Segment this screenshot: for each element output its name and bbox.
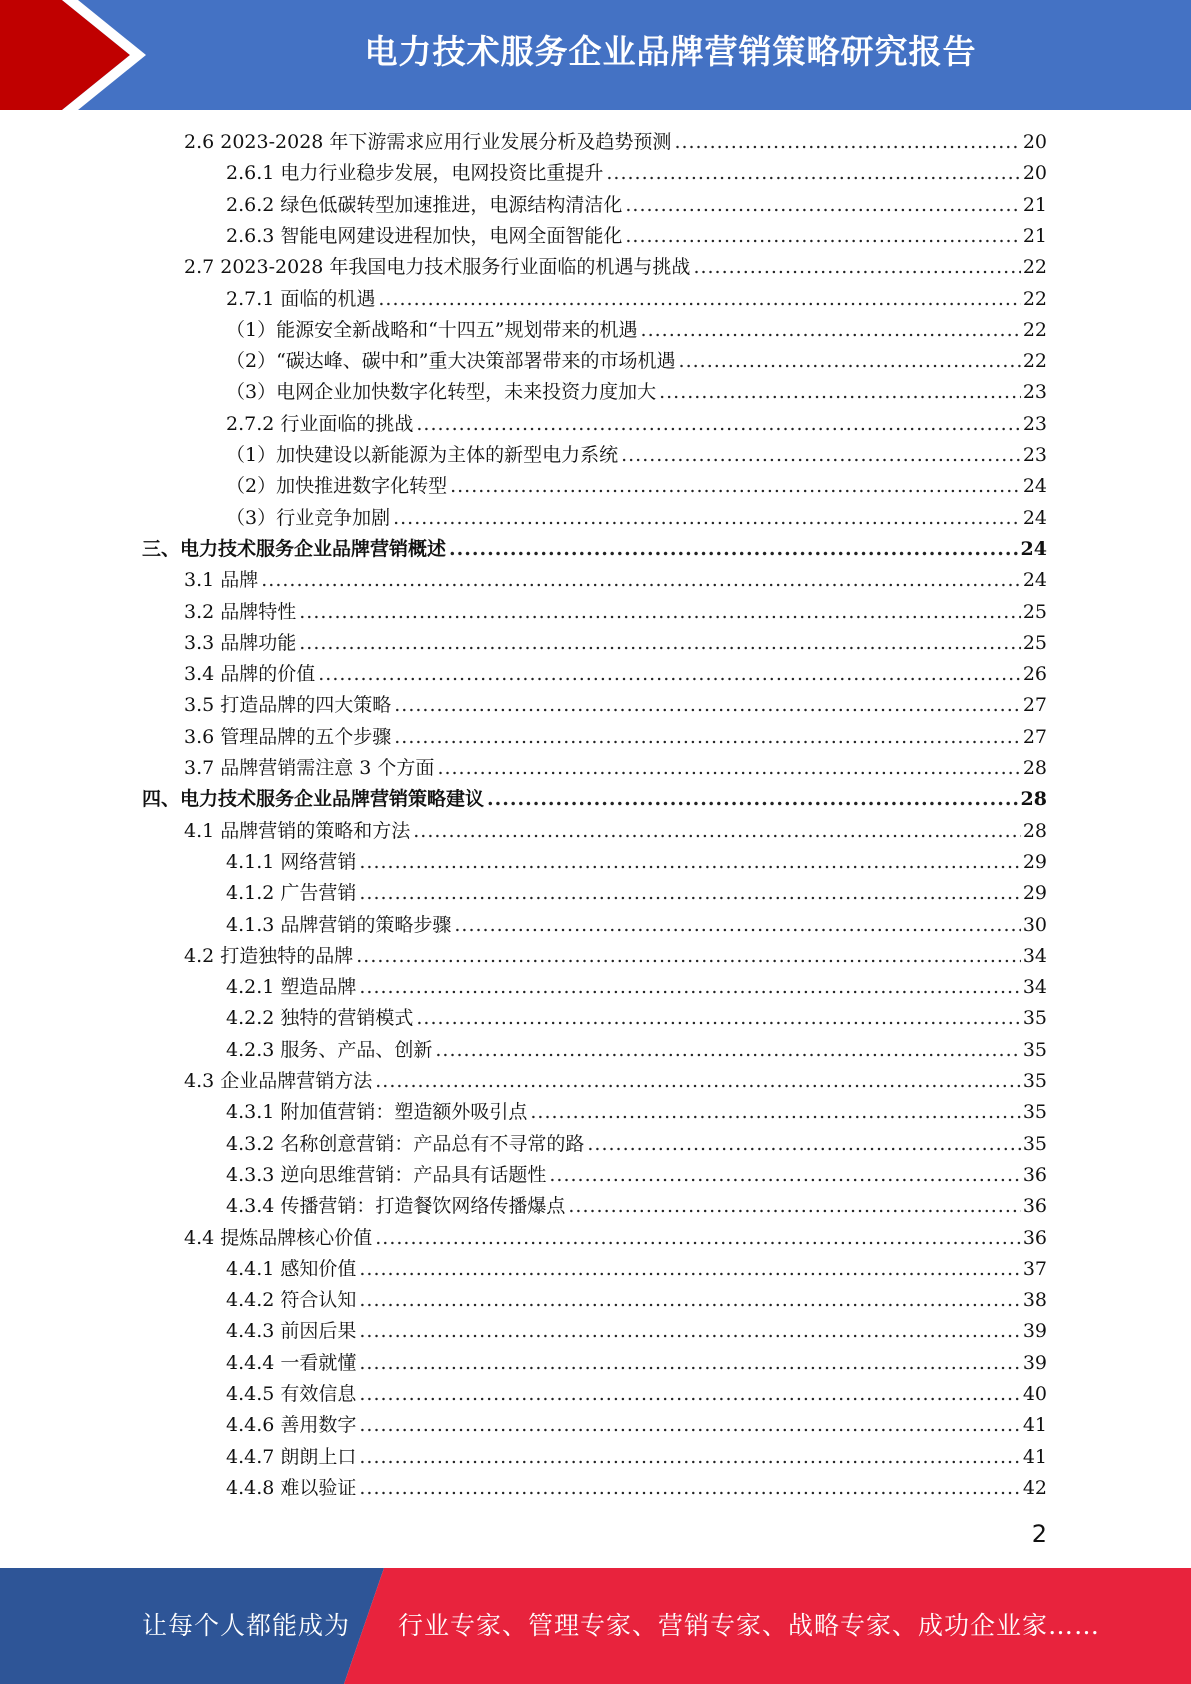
footer-slogan-right: 行业专家、管理专家、营销专家、战略专家、成功企业家…… <box>398 1611 1101 1640</box>
toc-dot-leader <box>261 565 1021 595</box>
toc-entry-title: （2）加快推进数字化转型 <box>226 475 448 497</box>
toc-entry[interactable] <box>142 534 1047 564</box>
toc-entry-title: 2.6.3 智能电网建设进程加快，电网全面智能化 <box>226 225 623 247</box>
toc-entry-page: 35 <box>1022 1101 1047 1123</box>
toc-entry-title: 2.6.2 绿色低碳转型加速推进，电源结构清洁化 <box>226 194 623 216</box>
toc-entry-page: 34 <box>1022 976 1047 998</box>
toc-dot-leader <box>359 847 1020 877</box>
toc-entry-title: 4.4 提炼品牌核心价值 <box>184 1227 373 1249</box>
toc-entry-title: 4.1.3 品牌营销的策略步骤 <box>226 914 452 936</box>
toc-entry-page: 38 <box>1022 1289 1047 1311</box>
toc-entry[interactable] <box>226 1035 1047 1065</box>
toc-entry-page: 36 <box>1022 1164 1047 1186</box>
toc-entry[interactable] <box>184 816 1047 846</box>
toc-dot-leader <box>359 1442 1020 1472</box>
toc-entry-page: 25 <box>1022 601 1047 623</box>
toc-entry[interactable] <box>226 1160 1047 1190</box>
page-footer <box>0 1568 1191 1684</box>
header-chevron-decoration <box>0 0 160 110</box>
toc-dot-leader <box>318 659 1021 689</box>
toc-entry-page: 20 <box>1022 162 1047 184</box>
toc-entry-page: 20 <box>1022 131 1047 153</box>
toc-entry-page: 35 <box>1022 1070 1047 1092</box>
toc-entry[interactable] <box>226 1003 1047 1033</box>
toc-entry-page: 39 <box>1022 1352 1047 1374</box>
toc-entry[interactable] <box>184 722 1047 752</box>
toc-entry[interactable] <box>226 315 1047 345</box>
toc-entry-title: 2.7.2 行业面临的挑战 <box>226 413 414 435</box>
toc-entry[interactable] <box>226 847 1047 877</box>
toc-entry-title: 4.4.6 善用数字 <box>226 1414 357 1436</box>
toc-entry-title: 3.1 品牌 <box>184 569 259 591</box>
toc-dot-leader <box>416 1003 1020 1033</box>
toc-entry[interactable] <box>226 284 1047 314</box>
toc-entry-title: 四、电力技术服务企业品牌营销策略建议 <box>142 788 485 810</box>
toc-entry-page: 22 <box>1022 288 1047 310</box>
toc-entry[interactable] <box>226 1348 1047 1378</box>
toc-entry-page: 24 <box>1022 475 1047 497</box>
toc-dot-leader <box>674 127 1020 157</box>
toc-entry[interactable] <box>226 503 1047 533</box>
toc-entry-page: 22 <box>1022 319 1047 341</box>
toc-entry-page: 39 <box>1022 1320 1047 1342</box>
toc-entry-title: 3.2 品牌特性 <box>184 601 297 623</box>
toc-entry[interactable] <box>184 1066 1047 1096</box>
toc-entry-title: 2.6.1 电力行业稳步发展，电网投资比重提升 <box>226 162 604 184</box>
toc-entry-title: 4.4.7 朗朗上口 <box>226 1446 357 1468</box>
toc-entry[interactable] <box>226 409 1047 439</box>
toc-dot-leader <box>454 910 1020 940</box>
toc-entry-title: （1）加快建设以新能源为主体的新型电力系统 <box>226 444 619 466</box>
toc-entry[interactable] <box>226 190 1047 220</box>
toc-entry[interactable] <box>142 784 1047 814</box>
page-header <box>0 0 1191 110</box>
toc-dot-leader <box>625 221 1020 251</box>
toc-dot-leader <box>450 471 1021 501</box>
toc-entry-title: 4.3.1 附加值营销：塑造额外吸引点 <box>226 1101 528 1123</box>
toc-entry[interactable] <box>226 471 1047 501</box>
document-title: 电力技术服务企业品牌营销策略研究报告 <box>364 32 977 71</box>
toc-entry[interactable] <box>184 597 1047 627</box>
toc-entry-title: （2）“碳达峰、碳中和”重大决策部署带来的市场机遇 <box>226 350 676 372</box>
toc-entry-page: 36 <box>1022 1195 1047 1217</box>
toc-entry-page: 36 <box>1022 1227 1047 1249</box>
toc-entry[interactable] <box>184 690 1047 720</box>
toc-entry-page: 21 <box>1022 225 1047 247</box>
toc-entry-title: 4.3.4 传播营销：打造餐饮网络传播爆点 <box>226 1195 566 1217</box>
toc-entry-page: 40 <box>1022 1383 1047 1405</box>
toc-entry-title: 4.3.3 逆向思维营销：产品具有话题性 <box>226 1164 547 1186</box>
toc-entry[interactable] <box>184 628 1047 658</box>
toc-entry-page: 23 <box>1022 381 1047 403</box>
toc-entry-page: 28 <box>1020 788 1047 810</box>
toc-dot-leader <box>416 409 1020 439</box>
toc-dot-leader <box>641 315 1021 345</box>
toc-entry-page: 28 <box>1022 757 1047 779</box>
toc-entry[interactable] <box>226 878 1047 908</box>
toc-entry-title: 4.3.2 名称创意营销：产品总有不寻常的路 <box>226 1133 585 1155</box>
toc-entry-page: 41 <box>1022 1414 1047 1436</box>
toc-entry[interactable] <box>226 1473 1047 1503</box>
toc-entry[interactable] <box>226 1097 1047 1127</box>
toc-entry[interactable] <box>226 1442 1047 1472</box>
toc-entry[interactable] <box>184 753 1047 783</box>
toc-dot-leader <box>659 377 1021 407</box>
toc-dot-leader <box>375 1223 1021 1253</box>
toc-entry-title: （1）能源安全新战略和“十四五”规划带来的机遇 <box>226 319 638 341</box>
page-number: 2 <box>1031 1520 1047 1548</box>
toc-dot-leader <box>359 1410 1020 1440</box>
toc-dot-leader <box>356 941 1021 971</box>
toc-entry-title: 4.2.3 服务、产品、创新 <box>226 1039 433 1061</box>
toc-entry[interactable] <box>226 377 1047 407</box>
toc-entry-title: 2.6 2023-2028 年下游需求应用行业发展分析及趋势预测 <box>184 131 672 153</box>
toc-entry-page: 35 <box>1022 1007 1047 1029</box>
toc-entry-title: 4.4.2 符合认知 <box>226 1289 357 1311</box>
toc-entry-page: 42 <box>1022 1477 1047 1499</box>
toc-entry-page: 24 <box>1020 538 1047 560</box>
toc-dot-leader <box>375 1066 1021 1096</box>
toc-dot-leader <box>568 1191 1020 1221</box>
toc-entry[interactable] <box>184 941 1047 971</box>
toc-dot-leader <box>530 1097 1020 1127</box>
toc-dot-leader <box>549 1160 1020 1190</box>
toc-entry[interactable] <box>226 1410 1047 1440</box>
toc-dot-leader <box>299 597 1021 627</box>
toc-entry[interactable] <box>226 221 1047 251</box>
toc-entry-page: 24 <box>1022 569 1047 591</box>
toc-dot-leader <box>449 534 1019 564</box>
toc-entry[interactable] <box>184 565 1047 595</box>
toc-entry[interactable] <box>226 346 1047 376</box>
toc-entry-page: 30 <box>1022 914 1047 936</box>
toc-entry-page: 26 <box>1022 663 1047 685</box>
toc-entry[interactable] <box>226 910 1047 940</box>
toc-entry-title: 2.7 2023-2028 年我国电力技术服务行业面临的机遇与挑战 <box>184 256 691 278</box>
toc-entry-page: 29 <box>1022 851 1047 873</box>
toc-entry-title: （3）电网企业加快数字化转型，未来投资力度加大 <box>226 381 657 403</box>
toc-dot-leader <box>359 1379 1020 1409</box>
toc-dot-leader <box>394 690 1021 720</box>
toc-dot-leader <box>693 252 1020 282</box>
toc-entry-page: 37 <box>1022 1258 1047 1280</box>
toc-entry-title: 4.4.5 有效信息 <box>226 1383 357 1405</box>
toc-entry[interactable] <box>226 158 1047 188</box>
toc-entry-page: 41 <box>1022 1446 1047 1468</box>
toc-dot-leader <box>359 972 1020 1002</box>
toc-entry-page: 24 <box>1022 507 1047 529</box>
toc-entry-title: 4.4.8 难以验证 <box>226 1477 357 1499</box>
toc-dot-leader <box>413 816 1021 846</box>
footer-slogan-left: 让每个人都能成为 <box>142 1611 351 1640</box>
toc-entry[interactable] <box>226 1191 1047 1221</box>
toc-entry-title: 2.7.1 面临的机遇 <box>226 288 376 310</box>
toc-entry[interactable] <box>184 1223 1047 1253</box>
toc-entry-title: 4.2 打造独特的品牌 <box>184 945 354 967</box>
toc-entry-page: 28 <box>1022 820 1047 842</box>
toc-entry-title: 4.3 企业品牌营销方法 <box>184 1070 373 1092</box>
toc-entry-title: 3.4 品牌的价值 <box>184 663 316 685</box>
toc-entry-title: （3）行业竞争加剧 <box>226 507 391 529</box>
toc-entry-title: 3.6 管理品牌的五个步骤 <box>184 726 392 748</box>
toc-entry-title: 4.1.2 广告营销 <box>226 882 357 904</box>
toc-dot-leader <box>378 284 1020 314</box>
toc-entry-page: 35 <box>1022 1039 1047 1061</box>
toc-entry-page: 25 <box>1022 632 1047 654</box>
toc-entry-page: 34 <box>1022 945 1047 967</box>
toc-entry[interactable] <box>226 440 1047 470</box>
toc-dot-leader <box>393 503 1021 533</box>
toc-dot-leader <box>359 1285 1020 1315</box>
toc-entry[interactable] <box>226 1129 1047 1159</box>
toc-dot-leader <box>437 753 1020 783</box>
toc-entry[interactable] <box>184 659 1047 689</box>
toc-entry-title: 3.5 打造品牌的四大策略 <box>184 694 392 716</box>
toc-entry-page: 21 <box>1022 194 1047 216</box>
toc-entry-page: 22 <box>1022 350 1047 372</box>
toc-dot-leader <box>359 1348 1020 1378</box>
toc-dot-leader <box>606 158 1020 188</box>
toc-dot-leader <box>359 1316 1020 1346</box>
toc-entry[interactable] <box>184 252 1047 282</box>
toc-entry-title: 4.4.1 感知价值 <box>226 1258 357 1280</box>
toc-dot-leader <box>359 878 1020 908</box>
toc-entry-title: 3.7 品牌营销需注意 3 个方面 <box>184 757 435 779</box>
toc-dot-leader <box>621 440 1021 470</box>
toc-entry[interactable] <box>226 1379 1047 1409</box>
toc-entry-title: 4.4.4 一看就懂 <box>226 1352 357 1374</box>
toc-entry-title: 4.1.1 网络营销 <box>226 851 357 873</box>
toc-entry-page: 23 <box>1022 444 1047 466</box>
toc-entry[interactable] <box>226 972 1047 1002</box>
toc-dot-leader <box>487 784 1019 814</box>
toc-dot-leader <box>359 1473 1020 1503</box>
toc-entry[interactable] <box>226 1254 1047 1284</box>
toc-entry-title: 3.3 品牌功能 <box>184 632 297 654</box>
toc-dot-leader <box>435 1035 1020 1065</box>
toc-entry-page: 29 <box>1022 882 1047 904</box>
toc-dot-leader <box>587 1129 1020 1159</box>
toc-entry-page: 27 <box>1022 726 1047 748</box>
toc-entry-title: 4.4.3 前因后果 <box>226 1320 357 1342</box>
toc-entry-title: 三、电力技术服务企业品牌营销概述 <box>142 538 447 560</box>
toc-entry-title: 4.1 品牌营销的策略和方法 <box>184 820 411 842</box>
toc-entry-page: 27 <box>1022 694 1047 716</box>
toc-entry-title: 4.2.1 塑造品牌 <box>226 976 357 998</box>
toc-entry-page: 35 <box>1022 1133 1047 1155</box>
toc-entry[interactable] <box>226 1316 1047 1346</box>
toc-dot-leader <box>359 1254 1020 1284</box>
toc-dot-leader <box>299 628 1021 658</box>
toc-entry-title: 4.2.2 独特的营销模式 <box>226 1007 414 1029</box>
toc-entry-page: 23 <box>1022 413 1047 435</box>
toc-dot-leader <box>394 722 1021 752</box>
toc-entry-page: 22 <box>1022 256 1047 278</box>
toc-entry[interactable] <box>184 127 1047 157</box>
toc-entry[interactable] <box>226 1285 1047 1315</box>
toc-dot-leader <box>679 346 1021 376</box>
toc-dot-leader <box>625 190 1020 220</box>
